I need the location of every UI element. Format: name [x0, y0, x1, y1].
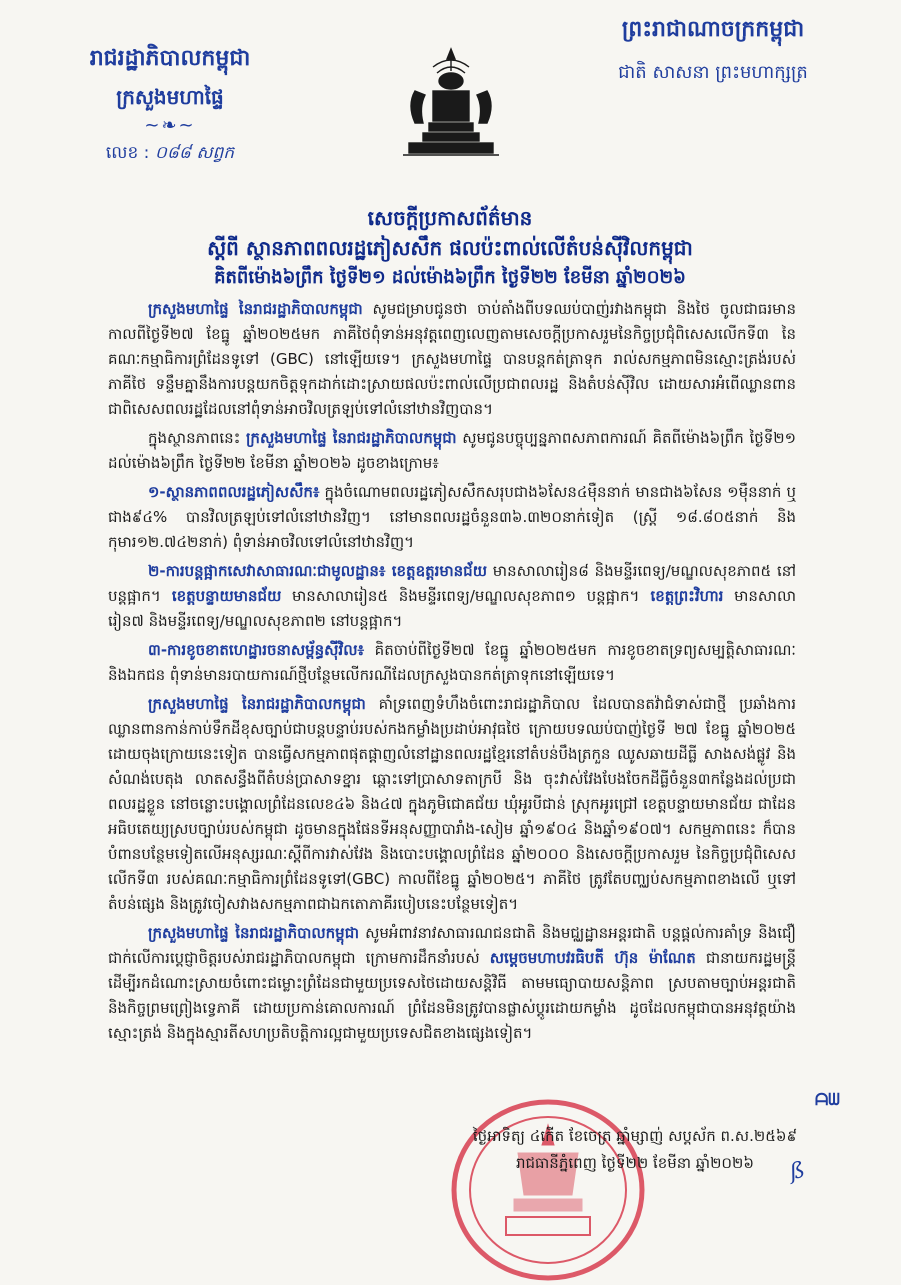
royal-emblem-icon: [393, 45, 509, 165]
kingdom-name: ព្រះរាជាណាចក្រកម្ពុជា: [621, 17, 805, 42]
ministry-mention: ក្រសួងមហាផ្ទៃ នៃរាជរដ្ឋាភិបាលកម្ពុជា: [245, 429, 457, 447]
initials-mark: ᗩᗯ: [815, 1090, 840, 1109]
paragraph-text: សូមជម្រាបជូនថា ចាប់តាំងពីបទឈប់បាញ់រវាងកម្ពុជា និងថៃ ចូលជាធរមាន កាលពីថ្ងៃទី២៧ ខែធ្នូ ឆ្នាំ២០២៥មក ភាគីថៃពុំទាន់អនុវត្តពេញលេញតាមសេចក្តីប្រកាសរួមនៃកិច្ចប្រជុំពិសេសលើកទី៣ នៃគណៈកម្មាធិការព្រំដែនទូទៅ (GBC) នៅឡើយទេ។ ក្រសួងមហាផ្ទៃ បានបន្តកត់ត្រាទុក រាល់សកម្មភាពមិនស្មោះត្រង់របស់ភាគីថៃ ទន្ទឹមគ្នានឹងការបន្តយកចិត្តទុកដាក់ដោះស្រាយផលប៉ះពាល់លើប្រជាពលរដ្ឋ និងតំបន់ស៊ីវិល ដោយសារអំពើឈ្លានពាន ជាពិសេសពលរដ្ឋដែលនៅពុំទាន់អាចវិលត្រឡប់ទៅលំនៅឋានវិញបាន។: [108, 300, 796, 418]
paragraph-infrastructure: [108, 638, 796, 688]
paragraph-text: គិតចាប់ពីថ្ងៃទី២៧ ខែធ្នូ ឆ្នាំ២០២៥មក ការខូចខាតទ្រព្យសម្បត្តិសាធារណៈ និងឯកជន ពុំទាន់មានរបាយការណ៍ថ្មីបន្ថែមលើករណីដែលក្រសួងបានកត់ត្រាទុកនៅឡើយទេ។: [108, 641, 796, 684]
signature-mark: ß: [787, 1157, 808, 1186]
paragraph-text: សូមជូនបច្ចុប្បន្នភាពសភាពការណ៍ គិតពីម៉ោង៦ព្រឹក ថ្ងៃទី២១ ដល់ម៉ោង៦ព្រឹក ថ្ងៃទី២២ ខែមីនា ឆ្នាំ២០២៦ ដូចខាងក្រោម៖: [108, 429, 796, 472]
title-heading: សេចក្តីប្រកាសព័ត៌មាន: [367, 206, 533, 230]
paragraph-text: មានសាលារៀន៧ និងមន្ទីរពេទ្យ/មណ្ឌលសុខភាព២ នៅបន្តផ្អាក។: [108, 587, 796, 630]
paragraph-text: ក្នុងចំណោមពលរដ្ឋភៀសសឹកសរុបជាង៦សែន៤ម៉ឺននាក់ មានជាង៦សែន ១ម៉ឺននាក់ ឬ ជាង៩៤% បានវិលត្រឡប់ទៅលំនៅឋានវិញ។ នៅមានពលរដ្ឋចំនួន៣៦.៣២០នាក់ទៀត (ស្ត្រី ១៨.៨០៥នាក់ និងកុមារ១២.៧៤២នាក់) ពុំទាន់អាចវិលទៅលំនៅឋានវិញ។: [108, 483, 796, 551]
lunar-date: ថ្ងៃអាទិត្យ ៤កើត ខែចេត្រ ឆ្នាំម្សាញ់ សប្តស័ក ព.ស.២៥៦៩: [472, 1127, 798, 1145]
ministry-mention: ក្រសួងមហាផ្ទៃ នៃរាជរដ្ឋាភិបាលកម្ពុជា: [148, 695, 366, 713]
kingdom-header: [583, 12, 843, 88]
ministry-name: ក្រសួងមហាផ្ទៃ: [116, 85, 224, 109]
ornament-divider: ~❧~: [144, 115, 196, 136]
reference-value: ០៨៨ សព្វក: [154, 143, 235, 163]
section-heading: ២-ការបន្តផ្អាកសេវាសាធារណៈជាមូលដ្ឋាន៖: [148, 562, 386, 580]
paragraph-text: គាំទ្រពេញទំហឹងចំពោះរាជរដ្ឋាភិបាល ដែលបានតវ៉ាជំទាស់ជាថ្មី ប្រឆាំងការឈ្លានពានកាន់កាប់ទឹកដីខុសច្បាប់ជាបន្តបន្ទាប់របស់កងកម្លាំងប្រដាប់អាវុធថៃ ក្រោយបទឈប់បាញ់ថ្ងៃទី ២៧ ខែធ្នូ ឆ្នាំ២០២៥ ដោយចុងក្រោយនេះទៀត បានធ្វើសកម្មភាពផុតផ្ដាញលំនៅដ្ឋានពលរដ្ឋខ្មែរនៅតំបន់បឹងត្រកួន ឈូសឆាយដីធ្លី សាងសង់ផ្លូវ និងសំណង់បេតុង លាតសន្ធឹងពីតំបន់ប្រាសាទខ្នារ ឆ្ពោះទៅប្រាសាទតាក្របី និង ចុះវាស់វែងបែងចែកដីធ្លីចំនួន៣កន្លែងដល់ប្រជាពលរដ្ឋខ្លួន នៅចន្លោះបង្គោលព្រំដែនលេខ៤៦ និង៤៧ ក្នុងភូមិជោគជ័យ ឃុំអូរបីជាន់ ស្រុកអូរជ្រៅ ខេត្តបន្ទាយមានជ័យ ជាដែនអធិបតេយ្យស្របច្បាប់របស់កម្ពុជា ដូចមានក្នុងផែនទីអនុសញ្ញាបារាំង-សៀម ឆ្នាំ១៩០៤ និងឆ្នាំ១៩០៧។ សកម្មភាពនេះ ក៏បានបំពានបន្ថែមទៀតលើអនុស្សរណៈស្តីពីការវាស់វែង និងបោះបង្គោលព្រំដែន ឆ្នាំ២០០០ និងសេចក្តីប្រកាសរួម នៃកិច្ចប្រជុំពិសេសលើកទី៣ របស់គណៈកម្មាធិការព្រំដែនទូទៅ(GBC) កាលពីខែធ្នូ ឆ្នាំ២០២៥។ ភាគីថៃ ត្រូវតែបញ្ឈប់សកម្មភាពខាងលើ ឬទៅតំបន់ផ្សេង និងត្រូវចៀសវាងសកម្មភាពជាឯកតោភាគីរបៀបនេះបន្ថែមទៀត។: [108, 695, 796, 913]
paragraph-appeal: [108, 921, 796, 1046]
province-name: ខេត្តឧត្តរមានជ័យ: [385, 562, 487, 580]
paragraph-text: មានសាលារៀន៥ និងមន្ទីរពេទ្យ/មណ្ឌលសុខភាព១ បន្តផ្អាក។: [281, 587, 640, 605]
title-subject: ស្តីពី ស្ថានភាពពលរដ្ឋភៀសសឹក ផលប៉ះពាល់លើតំបន់ស៊ីវិលកម្ពុជា: [207, 236, 693, 260]
province-name: ខេត្តព្រះវិហារ: [639, 587, 724, 605]
government-name: រាជរដ្ឋាភិបាលកម្ពុជា: [89, 46, 251, 71]
reference-label: លេខ :: [105, 143, 150, 163]
paragraph-text: មានសាលារៀន៨ និងមន្ទីរពេទ្យ/មណ្ឌលសុខភាព៥ នៅបន្តផ្អាក។: [108, 562, 796, 605]
paragraph-text: សូមអំពាវនាវសាធារណជនជាតិ និងមជ្ឈដ្ឋានអន្តរជាតិ បន្តផ្តល់ការគាំទ្រ និងជឿជាក់លើការប្តេជ្ញាចិត្តរបស់រាជរដ្ឋាភិបាលកម្ពុជា ក្រោមការដឹកនាំរបស់: [108, 924, 796, 967]
national-motto: ជាតិ សាសនា ព្រះមហាក្សត្រ: [618, 62, 808, 83]
ministry-mention: ក្រសួងមហាផ្ទៃ នៃរាជរដ្ឋាភិបាលកម្ពុជា: [148, 300, 363, 318]
solar-date: រាជធានីភ្នំពេញ ថ្ងៃទី២២ ខែមីនា ឆ្នាំ២០២៦: [515, 1154, 755, 1172]
paragraph-public-services: [108, 559, 796, 634]
paragraph-text: ក្នុងស្ថានភាពនេះ: [148, 429, 246, 447]
title-period: គិតពីម៉ោង៦ព្រឹក ថ្ងៃទី២១ ដល់ម៉ោង៦ព្រឹក ថ្ងៃទី២២ ខែមីនា ឆ្នាំ២០២៦: [214, 267, 686, 288]
section-heading: ៣-ការខូចខាតហេដ្ឋារចនាសម្ព័ន្ធស៊ីវិល៖: [148, 641, 365, 659]
reference-number: [60, 140, 280, 166]
date-block: [470, 1123, 800, 1177]
ministry-header: [60, 42, 280, 166]
paragraph-situation: [108, 426, 796, 476]
section-heading: ១-ស្ថានភាពពលរដ្ឋភៀសសឹក៖: [148, 483, 320, 501]
paragraph-refugees: [108, 480, 796, 555]
prime-minister-name: សម្តេចមហាបវរធិបតី ហ៊ុន ម៉ាណែត: [489, 949, 696, 967]
paragraph-intro: [108, 297, 796, 422]
paragraph-support: [108, 692, 796, 917]
document-body: [108, 297, 796, 1050]
province-name: ខេត្តបន្ទាយមានជ័យ: [160, 587, 282, 605]
ministry-mention: ក្រសួងមហាផ្ទៃ នៃរាជរដ្ឋាភិបាលកម្ពុជា: [148, 924, 359, 942]
press-release-title: [100, 203, 800, 293]
paragraph-text: ជានាយករដ្ឋមន្ត្រី ដើម្បីរកដំណោះស្រាយចំពោះជម្លោះព្រំដែនជាមួយប្រទេសថៃដោយសន្តិវិធី តាមមធ្យោបាយសន្តិភាព ស្របតាមច្បាប់អន្តរជាតិ និងកិច្ចព្រមព្រៀងទ្វេភាគី ដោយប្រកាន់គោលការណ៍ ព្រំដែនមិនត្រូវបានផ្លាស់ប្តូរដោយកម្លាំង ដូចដែលកម្ពុជាបានអនុវត្តយ៉ាងស្មោះត្រង់ និងក្នុងស្មារតីសហប្រតិបត្តិការល្អជាមួយប្រទេសជិតខាងផ្សេងទៀត។: [108, 949, 797, 1042]
